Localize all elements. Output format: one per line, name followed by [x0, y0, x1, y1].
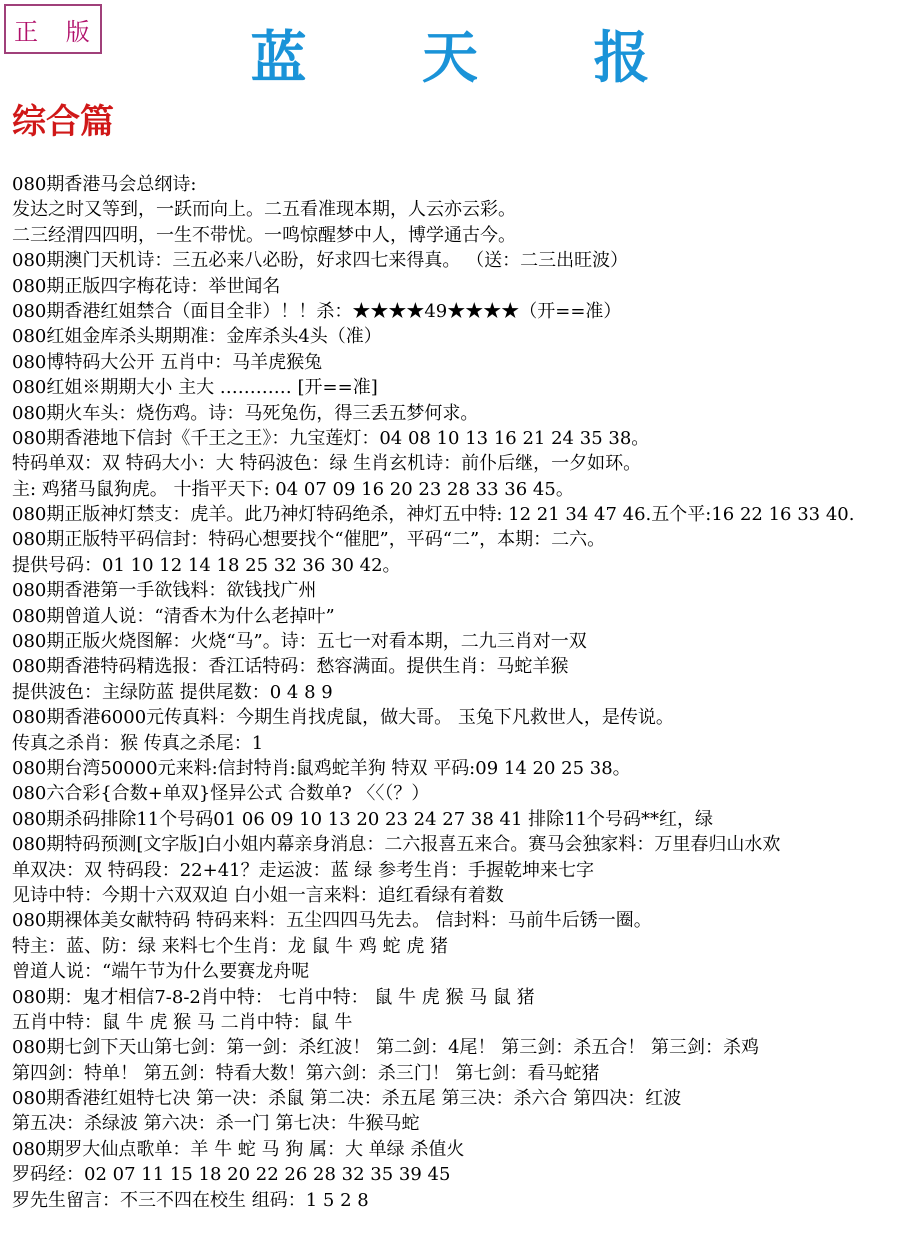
content-line: 080期香港地下信封《千王之王》：九宝莲灯：04 08 10 13 16 21 24 35 38。 [12, 427, 650, 449]
content-lines [12, 172, 896, 1213]
content-line: 080期香港红姐禁合（面目全非）！！杀：★★★★49★★★★（开==准） [12, 300, 622, 322]
content-line: 第五决：杀绿波 第六决：杀一门 第七决：牛猴马蛇 [12, 1113, 420, 1135]
content-line: 提供号码：01 10 12 14 18 25 32 36 30 42。 [12, 554, 401, 576]
content-line: 080期香港红姐特七决 第一决：杀鼠 第二决：杀五尾 第三决：杀六合 第四决：红波 [12, 1088, 682, 1110]
content-line: 罗码经：02 07 11 15 18 20 22 26 28 32 35 39 45 [12, 1164, 451, 1186]
content-line: 080期香港马会总纲诗: [12, 174, 197, 195]
content-line: 罗先生留言：不三不四在校生 组码：1 5 2 8 [12, 1189, 369, 1211]
section-title: 综合篇 [12, 102, 114, 142]
content-line: 080红姐金库杀头期期准：金库杀头4头（准） [12, 326, 382, 348]
content-line: 见诗中特：今期十六双双迫 白小姐一言来料：追红看绿有着数 [12, 884, 504, 906]
content-line: 080期香港6000元传真料：今期生肖找虎鼠，做大哥。 玉兔下凡救世人，是传说。 [12, 707, 674, 729]
page-title: 蓝 天 报 [250, 25, 698, 91]
content-line: 080期正版四字梅花诗：举世闻名 [12, 275, 281, 297]
content-line: 080博特码大公开 五肖中：马羊虎猴兔 [12, 351, 323, 373]
content-line: 080期罗大仙点歌单：羊 牛 蛇 马 狗 属：大 单绿 杀值火 [12, 1138, 465, 1160]
content-line: 080期澳门天机诗：三五必来八必盼，好求四七来得真。 （送：二三出旺波） [12, 250, 629, 272]
content-line: 080期：鬼才相信7-8-2肖中特： 七肖中特： 鼠 牛 虎 猴 马 鼠 猪 [12, 986, 535, 1008]
content-line: 080期曾道人说：“清香木为什么老掉叶” [12, 605, 335, 627]
content-line: 传真之杀肖：猴 传真之杀尾：1 [12, 732, 264, 754]
content-line: 080期香港第一手欲钱料：欲钱找广州 [12, 580, 317, 602]
content-line: 080六合彩{合数+单双}怪异公式 合数单? 〈〈（？） [12, 783, 430, 805]
content-line: 特码单双：双 特码大小：大 特码波色：绿 生肖玄机诗：前仆后继，一夕如环。 [12, 453, 642, 475]
content-line: 主: 鸡猪马鼠狗虎。 十指平天下: 04 07 09 16 20 23 28 33 36 45。 [12, 478, 574, 500]
content-line: 080期香港特码精选报：香江话特码：愁容满面。提供生肖：马蛇羊猴 [12, 656, 569, 678]
content-line: 080红姐※期期大小 主大 ………… [开==准] [12, 377, 378, 399]
content-line: 080期台湾50000元来料:信封特肖:鼠鸡蛇羊狗 特双 平码:09 14 20 25 38。 [12, 757, 631, 779]
content-line: 提供波色：主绿防蓝 提供尾数：0 4 8 9 [12, 681, 333, 703]
content-line: 080期正版火烧图解：火烧“马”。诗：五七一对看本期，二九三肖对一双 [12, 631, 587, 653]
content-line: 单双决：双 特码段：22+41？走运波：蓝 绿 参考生肖：手握乾坤来七字 [12, 859, 595, 881]
edition-badge: 正 版 [4, 4, 102, 54]
content-line: 080期七剑下天山第七剑：第一剑：杀红波！ 第二剑：4尾！ 第三剑：杀五合！ 第三剑：杀鸡 [12, 1037, 759, 1059]
content-line: 五肖中特：鼠 牛 虎 猴 马 二肖中特：鼠 牛 [12, 1011, 353, 1033]
content-line: 曾道人说：“端午节为什么要赛龙舟呢 [12, 961, 310, 983]
content-line: 080期火车头：烧伤鸡。诗：马死兔伤，得三丢五梦何求。 [12, 402, 479, 424]
content-line: 发达之时又等到，一跃而向上。二五看准现本期，人云亦云彩。 [12, 199, 516, 221]
content-line: 080期特码预测[文字版]白小姐内幕亲身消息：二六报喜五来合。赛马会独家料：万里春归山水欢 [12, 834, 781, 856]
content-line: 080期杀码排除11个号码01 06 09 10 13 20 23 24 27 38 41 排除11个号码**红，绿 [12, 808, 714, 830]
content-line: 二三经渭四四明，一生不带忧。一鸣惊醒梦中人，博学通古今。 [12, 224, 516, 246]
content-line: 080期正版神灯禁支：虎羊。此乃神灯特码绝杀，神灯五中特: 12 21 34 47 46.五个平:16 22 16 33 40. [12, 504, 855, 526]
content-line: 特主：蓝、防：绿 来料七个生肖：龙 鼠 牛 鸡 蛇 虎 猪 [12, 935, 449, 957]
content-line: 080期裸体美女献特码 特码来料：五尘四四马先去。 信封料：马前牛后锈一圈。 [12, 910, 652, 932]
content-line: 080期正版特平码信封：特码心想要找个“催肥”，平码“二”，本期：二六。 [12, 529, 606, 551]
content-line: 第四剑：特单！ 第五剑：特看大数！第六剑：杀三门！ 第七剑：看马蛇猪 [12, 1062, 600, 1084]
